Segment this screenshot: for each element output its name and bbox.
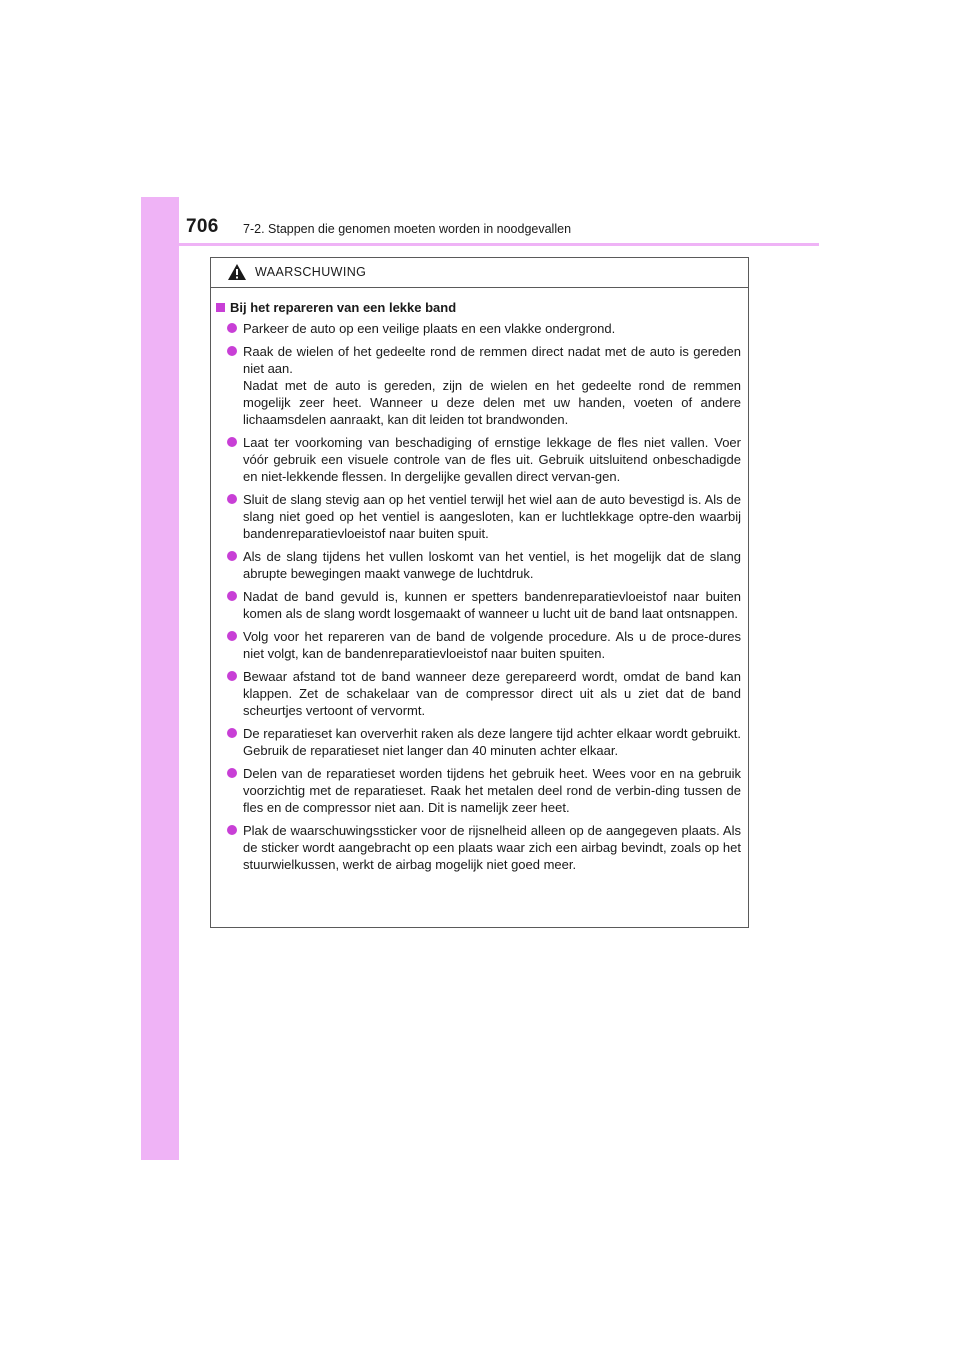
bullet-dot-icon bbox=[227, 631, 237, 641]
warning-item-text: Parkeer de auto op een veilige plaats en een vlakke ondergrond. bbox=[243, 321, 616, 336]
square-bullet-icon bbox=[216, 303, 225, 312]
section-title: 7-2. Stappen die genomen moeten worden in noodgevallen bbox=[243, 222, 572, 236]
warning-label: WAARSCHUWING bbox=[255, 265, 367, 279]
warning-item bbox=[216, 725, 741, 759]
side-tab-band bbox=[141, 197, 179, 1160]
warning-item bbox=[216, 765, 741, 816]
warning-item-text: Laat ter voorkoming van beschadiging of ernstige lekkage de fles niet vallen. Voer vóór gebruik een visuele controle van de fles uit. Gebruik uitsluitend onbeschadigde en niet-lekkende flessen. In dergelijke gevallen direct vervan-gen. bbox=[243, 435, 741, 484]
bullet-dot-icon bbox=[227, 323, 237, 333]
bullet-dot-icon bbox=[227, 591, 237, 601]
bullet-dot-icon bbox=[227, 768, 237, 778]
warning-subheading bbox=[216, 300, 741, 315]
warning-item-text: Plak de waarschuwingssticker voor de rijsnelheid alleen op de aangegeven plaats. Als de sticker wordt aangebracht op een plaats waar zich een airbag bevindt, zoals op het stuurwielkussen, werkt de airbag mogelijk niet goed meer. bbox=[243, 823, 741, 872]
bullet-dot-icon bbox=[227, 671, 237, 681]
warning-item bbox=[216, 434, 741, 485]
warning-item bbox=[216, 491, 741, 542]
warning-item bbox=[216, 320, 741, 337]
bullet-dot-icon bbox=[227, 346, 237, 356]
warning-item bbox=[216, 822, 741, 873]
bullet-dot-icon bbox=[227, 551, 237, 561]
bullet-dot-icon bbox=[227, 437, 237, 447]
warning-item bbox=[216, 588, 741, 622]
warning-header bbox=[211, 258, 748, 288]
warning-item-text: Bewaar afstand tot de band wanneer deze gerepareerd wordt, omdat de band kan klappen. Zet de schakelaar van de compressor direct uit als u ziet dat de band scheurtjes vertoont of vervormt. bbox=[243, 669, 741, 718]
bullet-dot-icon bbox=[227, 825, 237, 835]
warning-item bbox=[216, 668, 741, 719]
warning-item-text: Delen van de reparatieset worden tijdens het gebruik heet. Wees voor en na gebruik voorzichtig met de reparatieset. Raak het metalen deel rond de verbin-ding tussen de fles en de compressor niet aan. Dit is namelijk zeer heet. bbox=[243, 766, 741, 815]
warning-item-text: De reparatieset kan oververhit raken als deze langere tijd achter elkaar wordt gebruikt. Gebruik de reparatieset niet langer dan 40 minuten achter elkaar. bbox=[243, 726, 741, 758]
warning-item bbox=[216, 343, 741, 428]
warning-heading-text: Bij het repareren van een lekke band bbox=[230, 300, 457, 315]
warning-item-text: Raak de wielen of het gedeelte rond de remmen direct nadat met de auto is gereden niet aan. Nadat met de auto is gereden, zijn de wielen en het gedeelte rond de remmen mogelijk zeer heet. Wanneer u deze delen met uw handen, voeten of andere lichaamsdelen aanraakt, kan dit leiden tot brandwonden. bbox=[243, 344, 741, 427]
warning-item-text: Nadat de band gevuld is, kunnen er spetters bandenreparatievloeistof naar buiten komen als de slang wordt losgemaakt of wanneer u lucht uit de band laat ontsnappen. bbox=[243, 589, 741, 621]
warning-list bbox=[216, 320, 741, 873]
warning-triangle-icon bbox=[227, 263, 247, 281]
warning-item bbox=[216, 548, 741, 582]
warning-item bbox=[216, 628, 741, 662]
header-divider bbox=[141, 243, 819, 246]
page-number: 706 bbox=[186, 216, 219, 237]
warning-item-text: Als de slang tijdens het vullen loskomt van het ventiel, is het mogelijk dat de slang abrupte bewegingen maakt vanwege de luchtdruk. bbox=[243, 549, 741, 581]
warning-item-text: Volg voor het repareren van de band de volgende procedure. Als u de proce-dures niet volgt, kan de bandenreparatievloeistof naar buiten spuiten. bbox=[243, 629, 741, 661]
warning-box bbox=[210, 257, 749, 928]
warning-body bbox=[211, 288, 748, 873]
bullet-dot-icon bbox=[227, 728, 237, 738]
bullet-dot-icon bbox=[227, 494, 237, 504]
warning-item-text: Sluit de slang stevig aan op het ventiel terwijl het wiel aan de auto bevestigd is. Als de slang niet goed op het ventiel is aangesloten, kan er luchtlekkage optre-den waarbij bandenreparatievloeistof naar buiten spuit. bbox=[243, 492, 741, 541]
